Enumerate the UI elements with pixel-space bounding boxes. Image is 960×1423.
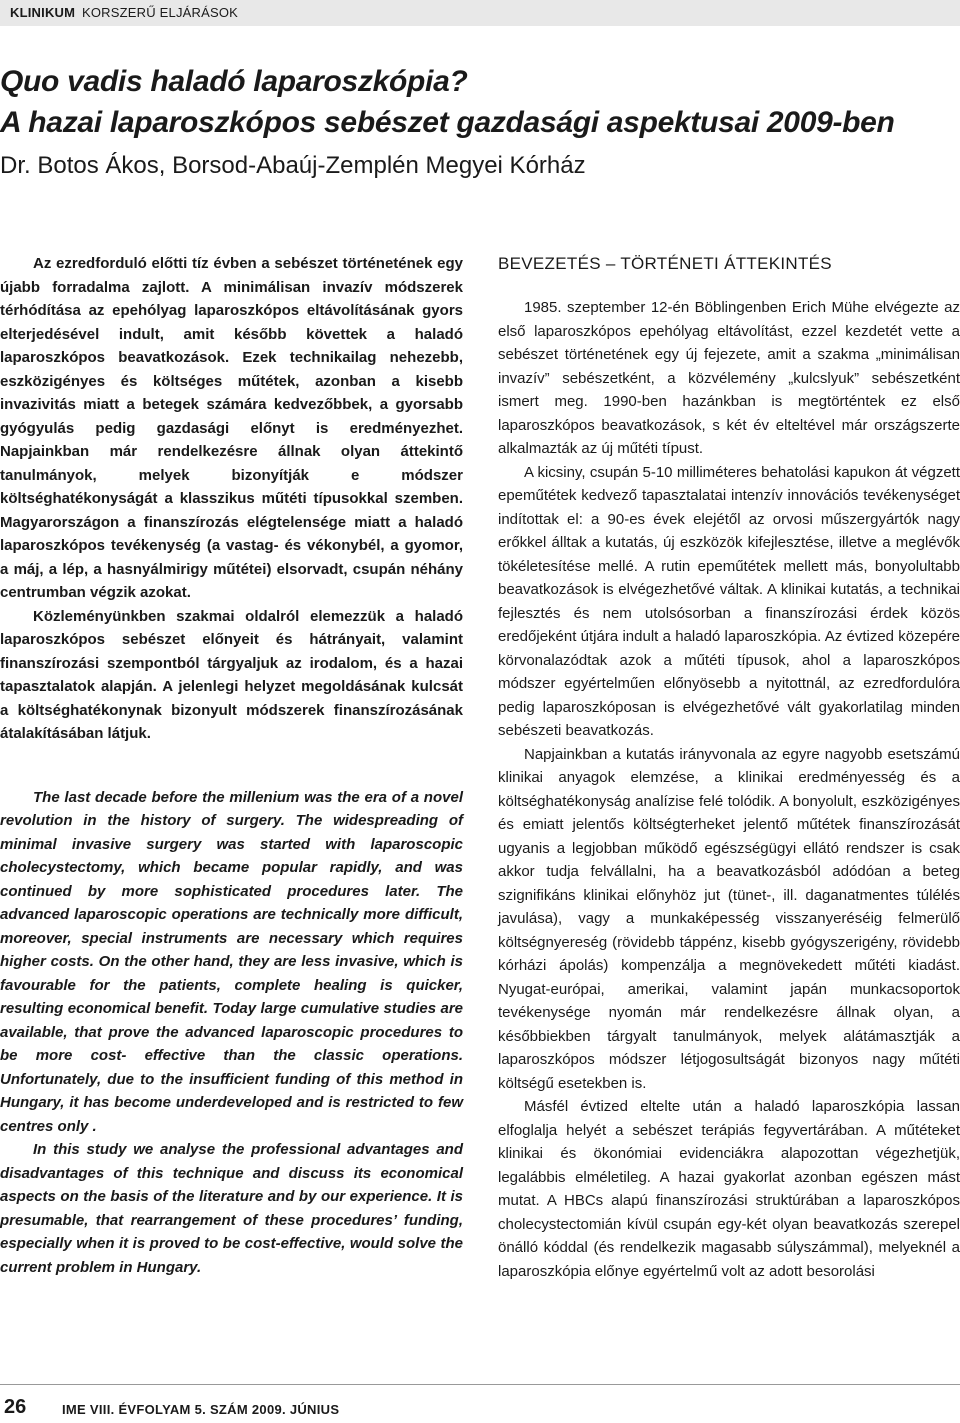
body-paragraph-3: Napjainkban a kutatás irányvonala az egyre nagyobb esetszámú klinikai anyagok elemzése, a klinikai eredményesség és a költséghatékonyság analízise felé tolódik. A bonyolult, eszközigényes és emiatt jelentős költségterheket jelentő műtétek finanszírozását ugyanis a legjobban működő egészségügyi ellátó rendszer is csak akkor tudja felvállalni, ha a beavatkozásból adódóan a beteg szignifikáns klinikai előnyhöz jut (tünet-, ill. daganatmentes túlélés javulása), vagy a munkaképesség visszanyeréséig felmerülő költségnyereség (rövidebb táppénz, kisebb gyógyszerigény, rövidebb kórházi ápolás) kompenzálja a megnövekedett műtéti kiadást. Nyugat-európai, amerikai, valamint japán munkacsoportok tevékenysége nyomán már rendelkezésre állnak olyan, a későbbiekben tárgyalt tanulmányok, melyek alátámasztják a laparoszkópos módszer létjogosultságát bizonyos nagy műtéti költségű esetekben is. <box>498 745 960 1092</box>
article-title-line2: A hazai laparoszkópos sebészet gazdasági aspektusai 2009-ben <box>0 106 895 139</box>
section-label: KLINIKUM <box>10 5 76 20</box>
abstract-hu-paragraph-2: Közleményünkben szakmai oldalról elemezzük a haladó laparoszkópos sebészet előnyeit és hátrányait, valamint finanszírozási szempontból tárgyaljuk az irodalom, és a hazai tapasztalatok alapján. A jelenlegi helyzet megoldásának kulcsát a költséghatékonynak bizonyult módszerek finanszírozásának átalakításában látjuk. <box>0 607 463 742</box>
section-heading: BEVEZETÉS – TÖRTÉNETI ÁTTEKINTÉS <box>498 254 832 273</box>
article-title-line1: Quo vadis haladó laparoszkópia? <box>0 65 468 98</box>
subsection-label: KORSZERŰ ELJÁRÁSOK <box>82 5 239 20</box>
abstract-en-paragraph-1: The last decade before the millenium was the era of a novel revolution in the history of surgery. The widespreading of minimal invasive surgery was started with laparoscopic cholecystectomy, which became popular rapidly, and was continued by more sophisticated procedures later. The advanced laparoscopic operations are technically more difficult, moreover, special instruments are necessary which requires higher costs. On the other hand, they are less invasive, which is favourable for the patients, complete healing is quicker, resulting economical benefit. Today large cumulative studies are available, that prove the advanced laparoscopic procedures to be more cost- effective than the classic operations. Unfortunately, due to the insufficient funding of this method in Hungary, it has become underdeveloped and is restricted to few centres only . <box>0 788 463 1135</box>
left-column <box>0 252 463 1279</box>
author-line: Dr. Botos Ákos, Borsod-Abaúj-Zemplén Megyei Kórház <box>0 152 586 179</box>
abstract-en-paragraph-2: In this study we analyse the professional advantages and disadvantages of this technique and discuss its economical aspects on the basis of the literature and by our experience. It is presumable, that rearrangement of these procedures’ funding, especially when it is proved to be cost-effective, would solve the current problem in Hungary. <box>0 1141 463 1276</box>
abstract-hungarian <box>0 252 463 746</box>
body-paragraph-2: A kicsiny, csupán 5-10 milliméteres behatolási kapukon át végzett epeműtétek kedvező tapasztalatai intenzív innovációs tevékenységet indítottak el: a 90-es évek elejétől az orvosi műszergyártók nagy erőkkel álltak a kutatás, új eszközök kifejlesztése, illetve a meglévők tökéletesítése mellé. A rutin epeműtétek mellett más, bonyolultabb beavatkozások is elvégezhetővé váltak. A klinikai kutatás, a technikai fejlesztés és nem utolsósorban a finanszírozási érdek közös eredőjeként útjára indult a haladó laparoszkópia. Az évtized közepére körvonalazódtak azok a műtéti típusok, ahol a laparoszkópos módszer egyértelműen előnyösebb a nyitottnál, az ezredfordulóra pedig laparoszkóposan is elvégezhetővé vált gyakorlatilag minden sebészeti beavatkozás. <box>498 463 960 739</box>
body-paragraph-4: Másfél évtized eltelte után a haladó laparoszkópia lassan elfoglalja helyét a sebészet terápiás fegyvertárában. A műtéteket klinikai és ökonómiai evidenciákra alapozottan végezhetjük, legalábbis elméletileg. A hazai gyakorlat azonban egészen mást mutat. A HBCs alapú finanszírozási struktúrában a laparoszkópos cholecystectomián kívül csupán egy-két olyan beavatkozás szerepel önálló kóddal (és rendelkezik magasabb súlyszámmal), melyeknél a laparoszkópia előnye egyértelmű volt az adott besorolási <box>498 1098 960 1280</box>
abstract-english <box>0 786 463 1280</box>
footer-divider <box>0 1384 960 1385</box>
page-footer <box>0 1384 960 1423</box>
right-column <box>498 252 960 1283</box>
journal-issue: IME VIII. ÉVFOLYAM 5. SZÁM 2009. JÚNIUS <box>62 1402 340 1417</box>
section-header-bar <box>0 0 960 26</box>
abstract-hu-paragraph-1: Az ezredforduló előtti tíz évben a sebészet történetének egy újabb forradalma zajlott. A minimálisan invazív módszerek térhódítása az epehólyag laparoszkópos eltávolításának gyors elterjedésével indult, amit később követtek a haladó laparoszkópos beavatkozások. Ezek technikailag nehezebb, eszközigényes és költséges műtétek, azonban a kisebb invazivitás miatt a betegek számára kedvezőbbek, a gyorsabb gyógyulás pedig gazdasági előnyt is eredményezhet. Napjainkban már rendelkezésre állnak olyan áttekintő tanulmányok, melyek bizonyítják e módszer költséghatékonyságát a klasszikus műtéti típusokkal szemben. Magyarországon a finanszírozás elégtelensége miatt a haladó laparoszkópos tevékenység (a vastag- és vékonybél, a gyomor, a máj, a lép, a hasnyálmirigy műtétei) elsorvadt, csupán néhány centrumban végzik azokat. <box>0 255 463 601</box>
body-paragraph-1: 1985. szeptember 12-én Böblingenben Erich Mühe elvégezte az első laparoszkópos epehólyag eltávolítást, ezzel kezdetét vette a sebészet történetének egy új fejezete, amit a szakma „minimálisan invazív” sebészetként, a közvélemény „kulcslyuk” sebészetként ismert meg. 1990-ben hazánkban is megtörténtek ez első laparoszkópos beavatkozások, s két év elteltével már országszerte alkalmazták az új műtéti típust. <box>498 299 960 457</box>
page-number: 26 <box>4 1396 27 1418</box>
